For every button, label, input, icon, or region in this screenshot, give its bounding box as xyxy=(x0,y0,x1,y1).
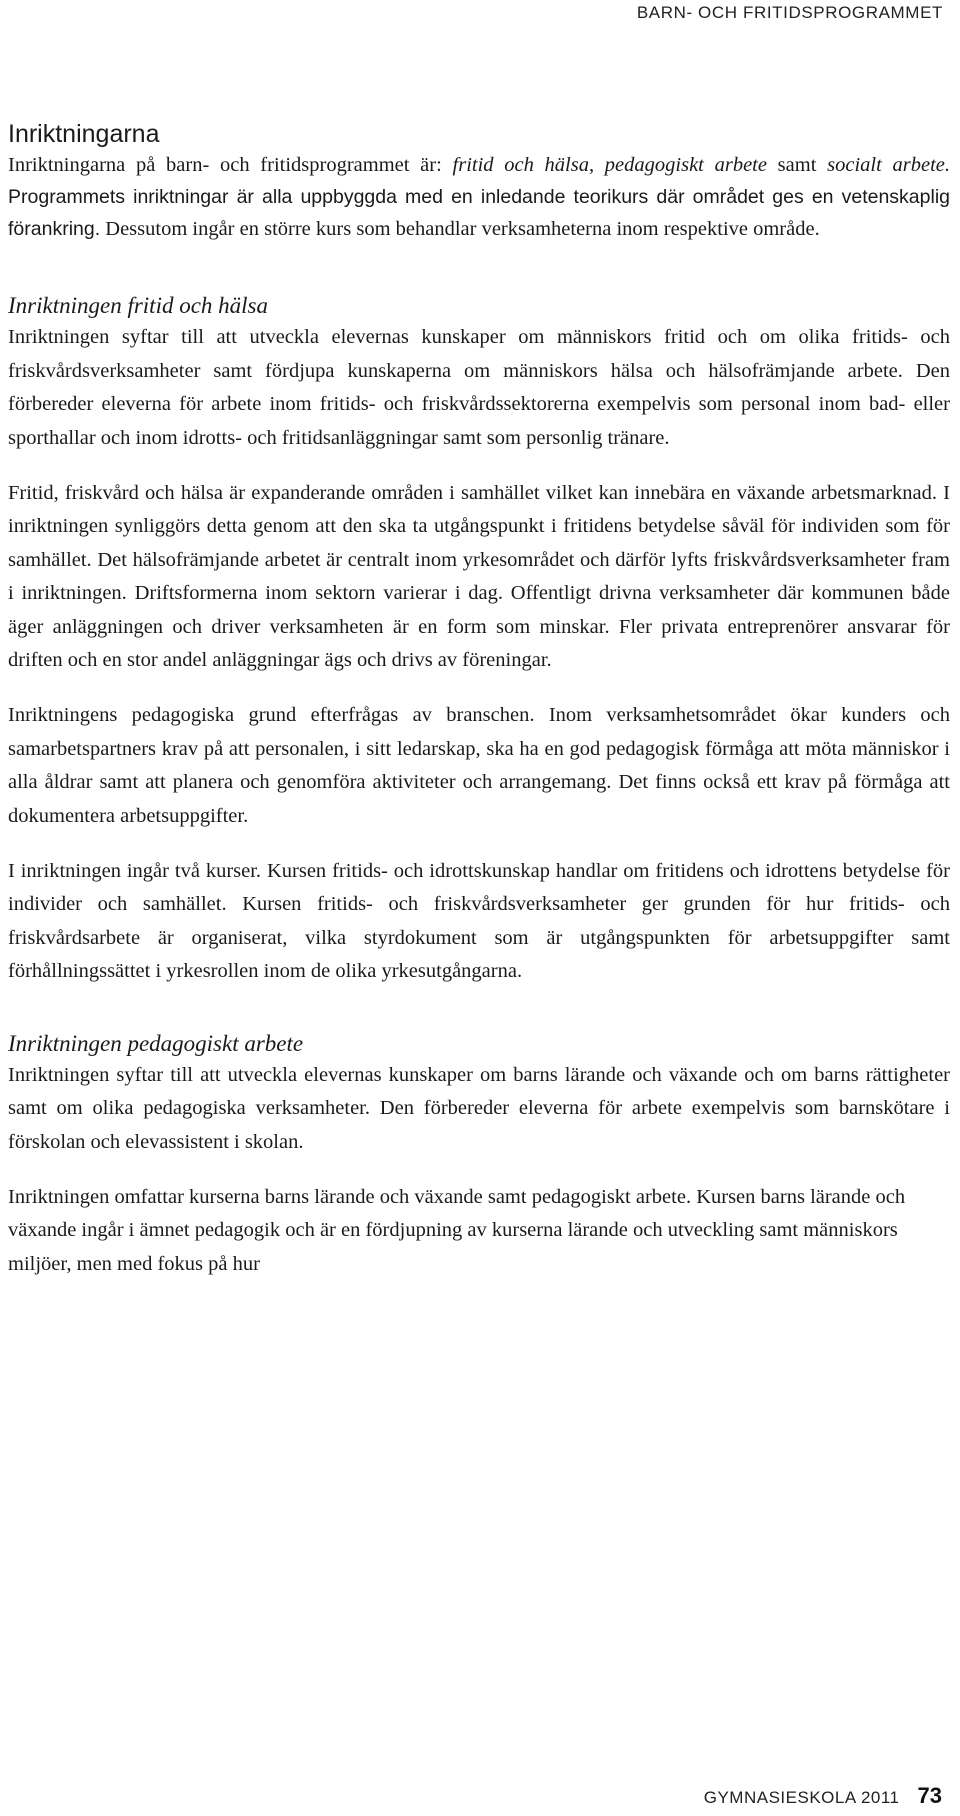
body-paragraph: Inriktningen syftar till att utveckla elevernas kunskaper om barns lärande och växande och om barns rättigheter samt om olika pedagogiska verksamheter. Den förbereder eleverna för arbete exempelvis som barnskötare i förskolan och elevassistent i skolan. xyxy=(8,1063,950,1153)
section-heading: Inriktningen fritid och hälsa xyxy=(8,293,269,319)
section-heading: Inriktningen pedagogiskt arbete xyxy=(8,1030,304,1056)
running-header: BARN- OCH FRITIDSPROGRAMMET xyxy=(636,3,943,22)
body-paragraph: Fritid, friskvård och hälsa är expanderande områden i samhället vilket kan innebära en växande arbetsmarknad. I inriktningen synliggörs detta genom att den ska ta utgångspunkt i fritidens betydelse såväl för individen som för samhället. Det hälsofrämjande arbetet är centralt inom yrkesområdet och därför lyfts friskvårdsverksamheter fram i inriktningen. Driftsformerna inom sektorn varierar i dag. Offentligt drivna verksamheter där kommunen både äger anläggningen och driver verksamheten är en form som minskar. Fler privata entreprenörer ansvarar för driften och en stor andel anläggningar ägs och drivs av föreningar. xyxy=(8,482,950,672)
body-paragraph: Inriktningens pedagogiska grund efterfrågas av branschen. Inom verksamhetsområdet ökar kunders och samarbetspartners krav på att personalen, i sitt ledarskap, ska ha en god pedagogisk förmåga att möta människor i alla åldrar samt att planera och genomföra aktiviteter och arrangemang. Det finns också ett krav på förmåga att dokumentera arbetsuppgifter. xyxy=(8,704,950,827)
section-pedagogiskt-arbete xyxy=(8,1029,950,1281)
page-footer xyxy=(704,1783,942,1809)
intro-text-2: samt xyxy=(766,154,828,176)
page-content xyxy=(8,118,950,1281)
intro-paragraph xyxy=(8,150,950,245)
intro-text-3: Programmets inriktningar är alla uppbyggda med en inledande teorikurs där området ges en vetenskaplig förankring. xyxy=(8,185,950,240)
page-number: 73 xyxy=(917,1783,942,1808)
intro-emphasis-2: socialt arbete. xyxy=(827,154,950,176)
section-inriktningarna xyxy=(8,118,950,245)
intro-text-4: Dessutom ingår en större kurs som behandlar verksamheterna inom respektive område. xyxy=(100,217,820,240)
section-heading: Inriktningarna xyxy=(8,120,160,148)
section-fritid-och-halsa xyxy=(8,291,950,988)
intro-emphasis-1: fritid och hälsa, pedagogiskt arbete xyxy=(452,154,767,176)
body-paragraph: I inriktningen ingår två kurser. Kursen fritids- och idrottskunskap handlar om fritidens och idrottens betydelse för individer och samhället. Kursen fritids- och friskvårdsverksamheter ger grunden för hur fritids- och friskvårdsarbete är organiserat, vilka styrdokument som är utgångspunkten för arbetsuppgifter samt förhållningssättet i yrkesrollen inom de olika yrkesutgångarna. xyxy=(8,860,950,983)
intro-text-1: Inriktningarna på barn- och fritidsprogrammet är: xyxy=(8,154,453,176)
body-paragraph: Inriktningen omfattar kurserna barns lärande och växande samt pedagogiskt arbete. Kursen barns lärande och växande ingår i ämnet pedagogik och är en fördjupning av kurserna lärande och utveckling samt människors miljöer, men med fokus på hur xyxy=(8,1185,906,1275)
body-paragraph: Inriktningen syftar till att utveckla elevernas kunskaper om människors fritid och om olika fritids- och friskvårdsverksamheter samt fördjupa kunskaperna om människors hälsa och hälsofrämjande arbete. Den förbereder eleverna för arbete inom fritids- och friskvårdssektorerna exempelvis som personal inom bad- eller sporthallar och inom idrotts- och fritidsanläggningar samt som personlig tränare. xyxy=(8,326,950,449)
footer-label: GYMNASIESKOLA 2011 xyxy=(703,1788,900,1807)
